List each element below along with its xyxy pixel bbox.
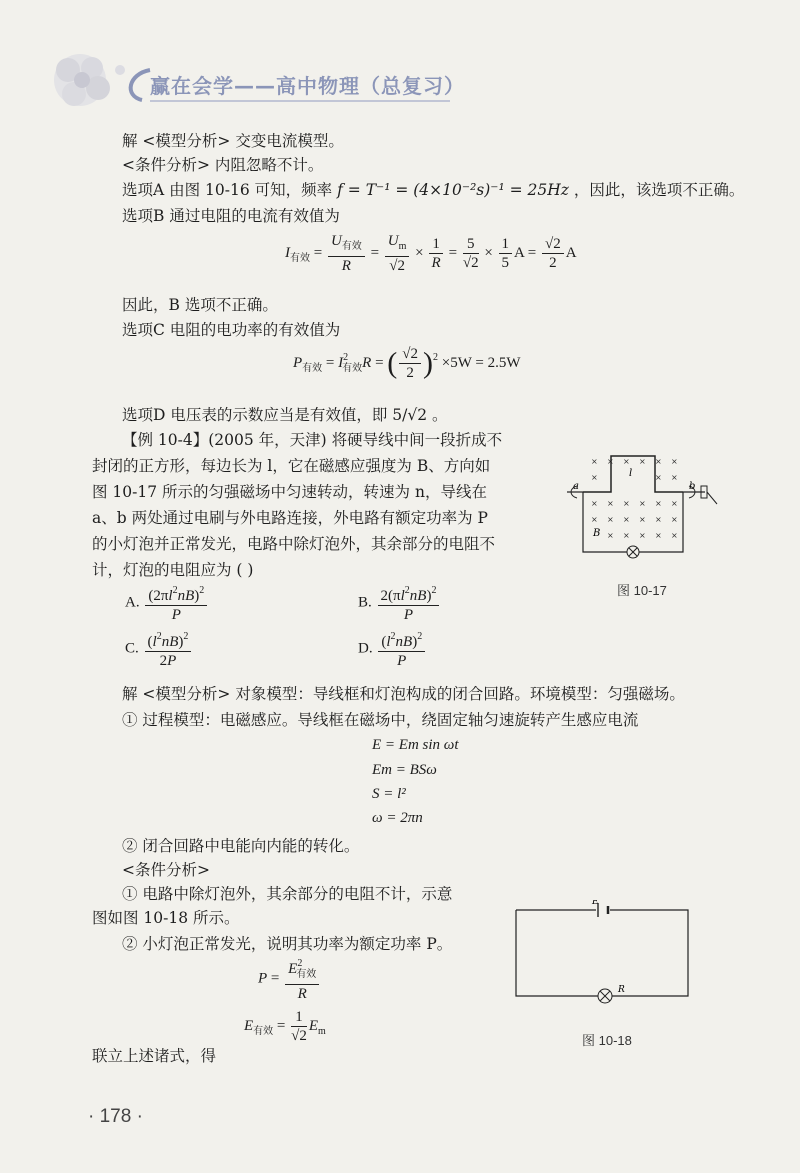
equation-area: S = l² — [372, 786, 406, 802]
text-line: 联立上述诸式，得 — [92, 1047, 217, 1065]
text-line: ① 电路中除灯泡外，其余部分的电阻不计，示意 — [122, 885, 453, 903]
text-fragment: ，因此，该选项不正确。 — [573, 181, 745, 199]
svg-text:×: × — [655, 531, 662, 540]
equation-emf: E = Em sin ωt — [372, 737, 459, 753]
svg-text:×: × — [639, 515, 646, 524]
svg-text:×: × — [655, 473, 662, 482]
equation-em: Em = BSω — [372, 762, 437, 778]
figure-caption-10-17: 图 10-17 — [617, 583, 667, 598]
example-line: 的小灯泡并正常发光，电路中除灯泡外，其余部分的电阻不 — [92, 535, 496, 553]
text-line: ① 过程模型：电磁感应。导线框在磁场中，绕固定轴匀速旋转产生感应电流 — [122, 711, 639, 729]
svg-text:×: × — [639, 499, 646, 508]
svg-text:×: × — [607, 499, 614, 508]
text-line: 解 <模型分析> 对象模型：导线框和灯泡构成的闭合回路。环境模型：匀强磁场。 — [122, 685, 685, 703]
example-line: 图 10-17 所示的匀强磁场中匀速转动，转速为 n，导线在 — [92, 483, 487, 501]
equation-power-rated: P = $\frac{E^2_{有效}}{R}$ — [258, 955, 321, 1003]
svg-text:a: a — [573, 481, 579, 492]
figure-10-18 — [512, 900, 694, 1010]
svg-text:×: × — [591, 473, 598, 482]
text-fragment: 选项A 由图 10-16 可知，频率 — [122, 181, 333, 199]
svg-text:×: × — [655, 457, 662, 466]
text-line: <条件分析> — [122, 861, 210, 879]
option-b[interactable]: B. $\frac{2(\pi l^2nB)^2}{P}$ — [358, 582, 441, 624]
equation-current: $I_{有效}$ = $\frac{U_{有效}}{R}$ = $\frac{U_m}{√2}$ × $\frac{1}{R}$ = $\frac{5}{√2}$ × $\frac{1}{5}$ A = $\frac{√2}{2}$ A — [285, 233, 577, 274]
text-line: 图如图 10-18 所示。 — [92, 909, 240, 927]
svg-text:×: × — [639, 531, 646, 540]
svg-text:×: × — [671, 515, 678, 524]
text-line: ② 小灯泡正常发光，说明其功率为额定功率 P。 — [122, 935, 453, 953]
text-line: <条件分析> 内阻忽略不计。 — [122, 156, 324, 174]
figure-caption-10-18: 图 10-18 — [582, 1033, 632, 1048]
svg-text:×: × — [671, 457, 678, 466]
svg-text:×: × — [671, 473, 678, 482]
inline-equation: f = T⁻¹ = (4×10⁻²s)⁻¹ = 25Hz — [337, 181, 569, 199]
magnetic-field-marks — [591, 457, 678, 540]
svg-text:B: B — [593, 528, 601, 539]
figure-10-17 — [565, 448, 725, 566]
option-a[interactable]: A. $\frac{(2\pi l^2nB)^2}{P}$ — [125, 582, 209, 624]
svg-text:l: l — [629, 468, 633, 479]
svg-text:×: × — [671, 499, 678, 508]
option-d[interactable]: D. $\frac{(l^2nB)^2}{P}$ — [358, 628, 427, 670]
svg-text:×: × — [607, 531, 614, 540]
text-line — [122, 180, 744, 200]
svg-text:×: × — [623, 515, 630, 524]
option-c[interactable]: C. $\frac{(l^2nB)^2}{2P}$ — [125, 628, 193, 670]
text-line: 选项D 电压表的示数应当是有效值，即 5/√2 。 — [122, 406, 448, 424]
svg-text:×: × — [655, 499, 662, 508]
example-line: 封闭的正方形，每边长为 l，它在磁感应强度为 B、方向如 — [92, 457, 491, 475]
svg-text:×: × — [607, 515, 614, 524]
example-line: 计，灯泡的电阻应为 ( ) — [92, 561, 254, 579]
svg-text:E: E — [592, 900, 599, 907]
svg-text:R: R — [618, 985, 625, 995]
svg-text:×: × — [671, 531, 678, 540]
svg-text:×: × — [623, 457, 630, 466]
example-line: 【例 10-4】(2005 年，天津) 将硬导线中间一段折成不 — [122, 431, 503, 449]
svg-text:×: × — [607, 457, 614, 466]
text-line: 选项B 通过电阻的电流有效值为 — [122, 207, 340, 225]
svg-text:×: × — [591, 515, 598, 524]
example-line: a、b 两处通过电刷与外电路连接，外电路有额定功率为 P — [92, 509, 488, 527]
header-rule — [150, 100, 450, 102]
page-number: · 178 · — [88, 1106, 143, 1127]
svg-text:×: × — [623, 531, 630, 540]
svg-text:×: × — [591, 457, 598, 466]
equation-power: $P_{有效} = I^2_{有效}R$ = ( $\frac{√2}{2}$ )$^2$ ×5W = 2.5W — [293, 346, 521, 381]
svg-text:b: b — [689, 481, 696, 492]
text-line: 选项C 电阻的电功率的有效值为 — [122, 321, 341, 339]
header-title: 赢在会学——高中物理（总复习） — [150, 74, 465, 98]
equation-e-eff: $E_{有效}$ = $\frac{1}{√2}$ $E_m$ — [244, 1009, 326, 1044]
text-line: 因此，B 选项不正确。 — [122, 296, 278, 314]
svg-text:×: × — [591, 499, 598, 508]
equation-omega: ω = 2πn — [372, 810, 423, 826]
svg-text:×: × — [639, 457, 646, 466]
text-line: ② 闭合回路中电能向内能的转化。 — [122, 837, 360, 855]
text-line: 解 <模型分析> 交变电流模型。 — [122, 132, 344, 150]
svg-text:×: × — [623, 499, 630, 508]
svg-text:×: × — [655, 515, 662, 524]
